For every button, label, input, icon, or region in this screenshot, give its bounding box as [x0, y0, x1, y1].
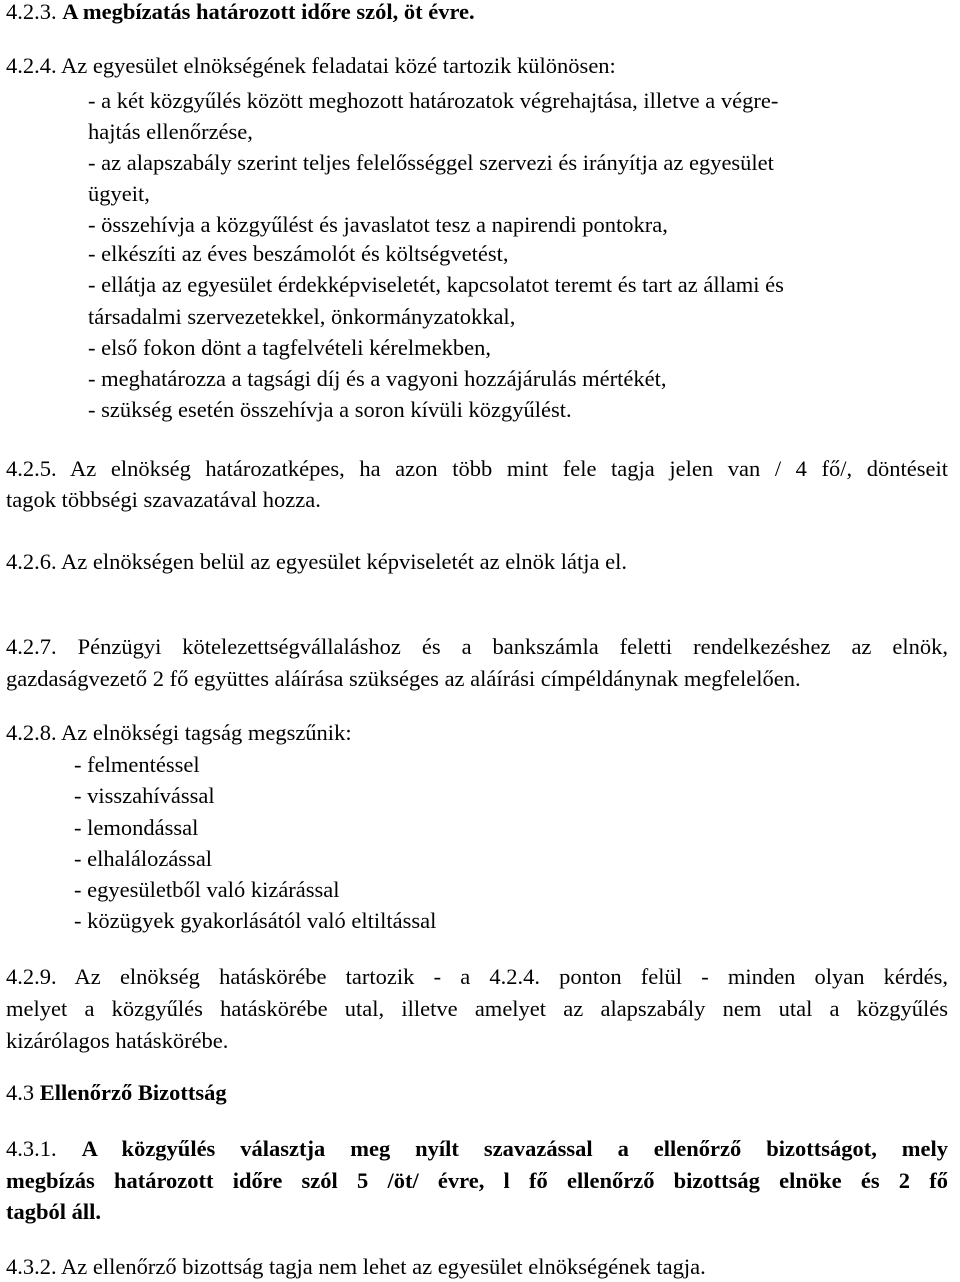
section-4-2-5-line: tagok többségi szavazatával hozza.: [6, 487, 321, 512]
list-item: - első fokon dönt a tagfelvételi kérelmekben,: [88, 335, 491, 360]
list-item: - visszahívással: [74, 783, 215, 808]
section-title: Ellenőrző Bizottság: [39, 1080, 227, 1105]
section-4-3-heading: [6, 1080, 227, 1106]
list-item: - ellátja az egyesület érdekképviseletét, kapcsolatot teremt és tart az állami és: [88, 272, 784, 297]
list-item: társadalmi szervezetekkel, önkormányzatokkal,: [88, 304, 516, 329]
section-4-3-1-line: [6, 1199, 101, 1225]
section-number: 4.3.1.: [6, 1136, 57, 1161]
section-4-2-9-line: melyet a közgyűlés hatáskörébe utal, illetve amelyet az alapszabály nem utal a közgyűlés: [6, 996, 948, 1021]
section-text: tagból áll.: [6, 1199, 102, 1224]
section-4-2-5-line: 4.2.5. Az elnökség határozatképes, ha azon több mint fele tagja jelen van / 4 fő/, döntéseit: [6, 456, 948, 481]
section-text: A közgyűlés választja meg nyílt szavazással a ellenőrző bizottságot, mely: [81, 1136, 949, 1161]
list-item: - szükség esetén összehívja a soron kívüli közgyűlést.: [88, 397, 572, 422]
section-number: 4.3: [6, 1080, 35, 1105]
list-item: - a két közgyűlés között meghozott határozatok végrehajtása, illetve a végre-: [88, 88, 779, 113]
section-text: Az egyesület elnökségének feladatai közé tartozik különösen:: [61, 53, 616, 78]
list-item: - elkészíti az éves beszámolót és költségvetést,: [88, 241, 509, 266]
list-item: - meghatározza a tagsági díj és a vagyoni hozzájárulás mértékét,: [88, 366, 667, 391]
list-item: hajtás ellenőrzése,: [88, 119, 253, 144]
list-item: - összehívja a közgyűlést és javaslatot tesz a napirendi pontokra,: [88, 212, 668, 237]
list-item: - felmentéssel: [74, 752, 200, 777]
list-item: - egyesületből való kizárással: [74, 877, 340, 902]
list-item: - lemondással: [74, 815, 199, 840]
section-text: megbízás határozott időre szól 5 /öt/ évre, l fő ellenőrző bizottság elnöke és 2 fő: [6, 1168, 948, 1193]
section-4-3-1-line: [6, 1136, 948, 1162]
section-4-2-3: [6, 0, 475, 25]
section-4-2-7-line: gazdaságvezető 2 fő együttes aláírása szükséges az aláírási címpéldánynak megfelelően.: [6, 666, 801, 691]
list-item: ügyeit,: [88, 181, 150, 206]
section-4-2-7-line: 4.2.7. Pénzügyi kötelezettségvállaláshoz és a bankszámla feletti rendelkezéshez az elnök,: [6, 634, 948, 659]
section-4-3-1-line: [6, 1168, 948, 1194]
section-4-2-4-intro: [6, 53, 616, 79]
list-item: - az alapszabály szerint teljes felelősséggel szervezi és irányítja az egyesület: [88, 150, 774, 175]
section-number: 4.2.4.: [6, 53, 57, 78]
section-4-2-9-line: kizárólagos hatáskörébe.: [6, 1028, 229, 1053]
list-item: - közügyek gyakorlásától való eltiltással: [74, 908, 437, 933]
section-4-2-6: 4.2.6. Az elnökségen belül az egyesület képviseletét az elnök látja el.: [6, 549, 628, 574]
section-text: A megbízatás határozott időre szól, öt évre.: [62, 0, 475, 24]
section-4-3-2: 4.3.2. Az ellenőrző bizottság tagja nem lehet az egyesület elnökségének tagja.: [6, 1254, 706, 1279]
list-item: - elhalálozással: [74, 846, 213, 871]
section-4-2-9-line: 4.2.9. Az elnökség hatáskörébe tartozik - a 4.2.4. ponton felül - minden olyan kérdés,: [6, 964, 948, 989]
section-4-2-8-intro: 4.2.8. Az elnökségi tagság megszűnik:: [6, 720, 352, 745]
section-number: 4.2.3.: [6, 0, 57, 24]
